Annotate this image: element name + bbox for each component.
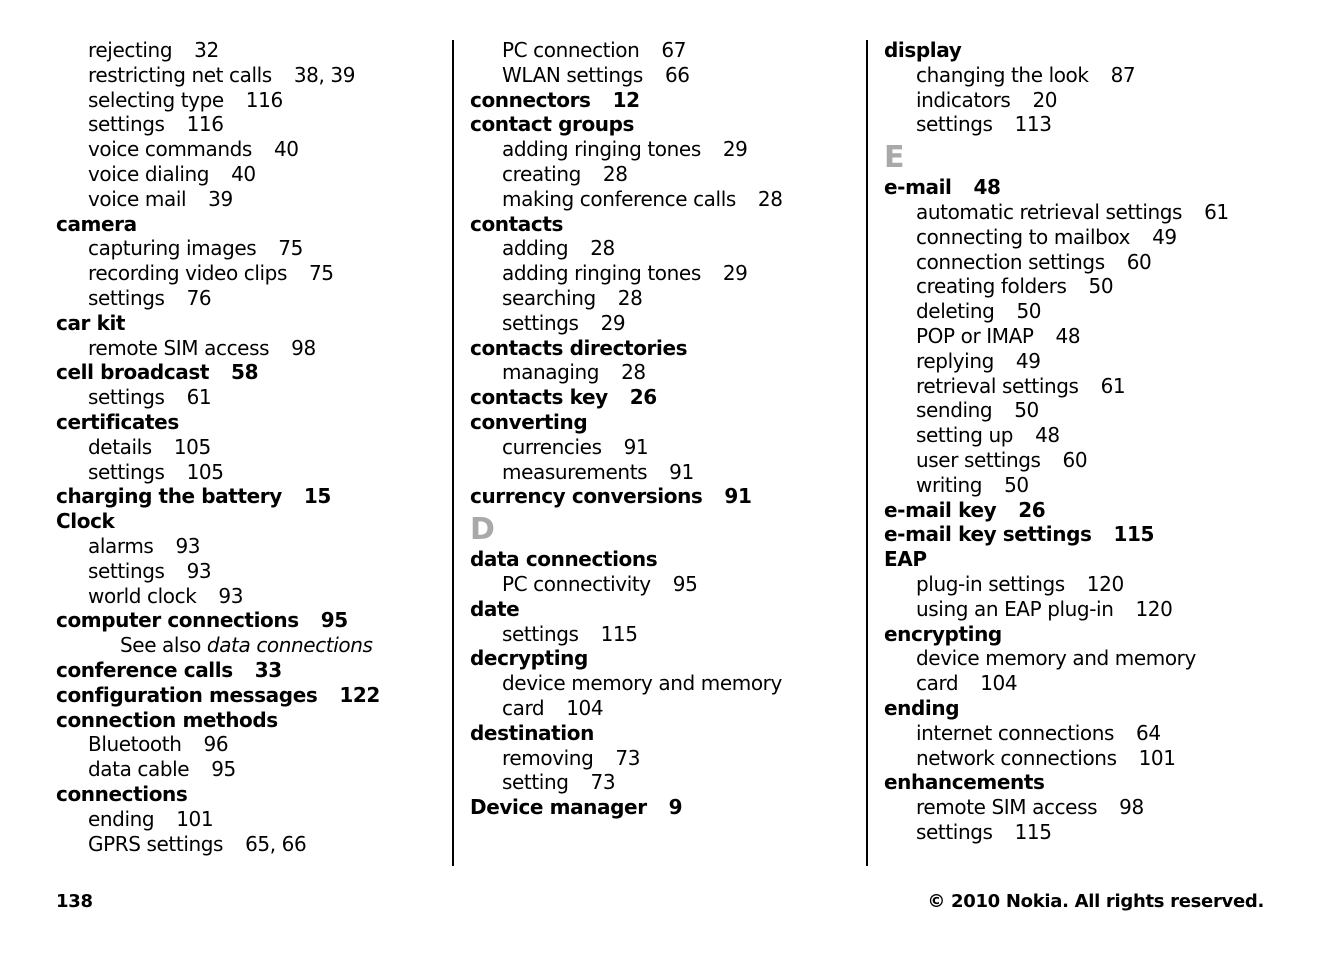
index-entry: [884, 498, 1314, 523]
page-reference: 60: [1062, 447, 1088, 472]
page-reference: 67: [661, 38, 687, 62]
index-subentry: [470, 311, 860, 336]
entry-term: connectors: [470, 87, 591, 112]
entry-term: world clock: [88, 583, 197, 608]
page-reference: 28: [602, 161, 628, 186]
page-reference: 61: [1204, 199, 1229, 224]
page-reference: 105: [186, 459, 224, 484]
index-subentry: [56, 112, 446, 137]
entry-term: device memory and memory: [916, 646, 1196, 671]
page-reference: 9: [668, 795, 683, 820]
index-subentry: [470, 38, 860, 63]
page-reference: 50: [1016, 299, 1042, 324]
index-subentry: [56, 807, 446, 832]
entry-term: data cable: [88, 757, 190, 782]
entry-term: PC connection: [502, 38, 640, 62]
entry-term: settings: [916, 112, 993, 137]
index-entry: [884, 38, 1314, 63]
page-reference: 91: [724, 484, 752, 509]
index-subentry: [884, 671, 1314, 696]
entry-term: currencies: [502, 434, 602, 459]
page-reference: 40: [273, 137, 299, 162]
page-reference: 38, 39: [293, 62, 356, 87]
entry-term: destination: [470, 720, 594, 745]
entry-term: remote SIM access: [916, 795, 1098, 820]
page-reference: 75: [308, 261, 334, 286]
index-subentry: [884, 63, 1314, 88]
index-entry: [470, 336, 860, 361]
index-subentry: [884, 746, 1314, 771]
entry-term: card: [916, 671, 959, 696]
entry-term: creating: [502, 161, 581, 186]
index-entry: [470, 410, 860, 435]
index-subentry: [884, 423, 1314, 448]
page-reference: 115: [1113, 522, 1155, 547]
index-entry: [470, 646, 860, 671]
page-reference: 61: [186, 385, 212, 410]
entry-term: setting up: [916, 423, 1014, 448]
index-subentry: [884, 349, 1314, 374]
column-divider: [866, 40, 868, 866]
page-reference: 76: [186, 285, 212, 310]
index-subentry: [884, 200, 1314, 225]
entry-term: enhancements: [884, 770, 1045, 795]
page-reference: 60: [1126, 249, 1152, 274]
entry-term: Device manager: [470, 795, 647, 820]
index-entry: [56, 311, 446, 336]
section-letter: E: [884, 140, 905, 176]
entry-term: Bluetooth: [88, 732, 182, 757]
page-reference: 65, 66: [245, 831, 307, 856]
index-subentry: [884, 646, 1314, 671]
entry-term: rejecting: [88, 38, 173, 62]
page-reference: 91: [623, 434, 649, 459]
entry-term: deleting: [916, 299, 995, 324]
index-subentry: [470, 435, 860, 460]
page-reference: 95: [320, 608, 348, 633]
index-subentry: [884, 112, 1314, 137]
page-reference: 66: [664, 62, 690, 87]
entry-term: settings: [502, 621, 579, 646]
entry-term: card: [502, 695, 545, 720]
page-reference: 115: [1014, 819, 1052, 844]
entry-term: Clock: [56, 509, 115, 534]
entry-term: removing: [502, 745, 594, 770]
index-entry: [56, 782, 446, 807]
entry-term: setting: [502, 770, 569, 795]
index-subentry: [56, 236, 446, 261]
page-reference: 93: [186, 558, 212, 583]
entry-term: e-mail key settings: [884, 522, 1092, 547]
page-reference: 95: [211, 757, 236, 782]
entry-term: plug-in settings: [916, 571, 1065, 596]
entry-term: configuration messages: [56, 682, 318, 707]
index-subentry: [884, 274, 1314, 299]
page-reference: 50: [1088, 274, 1114, 299]
index-subentry: [56, 584, 446, 609]
entry-term: automatic retrieval settings: [916, 199, 1183, 224]
index-entry: [56, 360, 446, 385]
index-entry: [56, 708, 446, 733]
entry-term: charging the battery: [56, 484, 282, 509]
index-entry: [56, 410, 446, 435]
page-reference: 116: [245, 87, 283, 112]
entry-term: making conference calls: [502, 186, 736, 211]
entry-term: settings: [88, 385, 165, 410]
entry-term: settings: [88, 285, 165, 310]
page-reference: 50: [1004, 472, 1029, 497]
page-reference: 120: [1135, 596, 1173, 621]
entry-term: using an EAP plug-in: [916, 596, 1114, 621]
index-entry: [470, 88, 860, 113]
page-reference: 48: [973, 175, 1001, 200]
page-reference: 115: [600, 621, 638, 646]
index-subentry: [56, 286, 446, 311]
index-subentry: [470, 770, 860, 795]
page-reference: 48: [1055, 323, 1081, 348]
page-reference: 91: [669, 459, 694, 484]
page-reference: 120: [1086, 571, 1124, 596]
entry-term: measurements: [502, 459, 648, 484]
index-subentry: [470, 137, 860, 162]
entry-term: capturing images: [88, 236, 257, 261]
page-reference: 29: [600, 310, 626, 335]
entry-term: EAP: [884, 547, 927, 572]
entry-term: voice commands: [88, 137, 252, 162]
entry-term: contact groups: [470, 112, 635, 137]
entry-term: adding: [502, 236, 569, 261]
index-entry: [884, 175, 1314, 200]
index-subentry: [470, 261, 860, 286]
index-subentry: [56, 832, 446, 857]
entry-term: connection methods: [56, 707, 278, 732]
index-subentry: [56, 187, 446, 212]
entry-term: searching: [502, 285, 596, 310]
page-reference: 48: [1035, 423, 1060, 448]
section-letter: D: [470, 512, 495, 548]
entry-term: data connections: [470, 547, 658, 572]
index-subentry: [470, 286, 860, 311]
index-subentry: [884, 225, 1314, 250]
index-subentry: [884, 572, 1314, 597]
entry-term: contacts: [470, 211, 564, 236]
page-reference: 49: [1015, 348, 1041, 373]
index-subentry: [884, 250, 1314, 275]
entry-term: e-mail key: [884, 497, 997, 522]
page-reference: 105: [173, 434, 211, 459]
page-reference: 113: [1014, 112, 1052, 137]
entry-term: adding ringing tones: [502, 261, 701, 286]
entry-term: settings: [88, 558, 165, 583]
index-entry: [470, 597, 860, 622]
index-entry: [56, 658, 446, 683]
page-reference: 93: [218, 583, 244, 608]
page-reference: 49: [1152, 224, 1177, 249]
page-reference: 39: [208, 186, 233, 211]
index-entry: [470, 795, 860, 820]
entry-term: adding ringing tones: [502, 137, 701, 162]
entry-term: computer connections: [56, 608, 299, 633]
entry-term: recording video clips: [88, 261, 287, 286]
entry-term: connection settings: [916, 249, 1105, 274]
index-subentry: [470, 671, 860, 696]
index-entry: [470, 721, 860, 746]
index-entry: [884, 522, 1314, 547]
entry-term: remote SIM access: [88, 335, 270, 360]
index-subentry: [470, 236, 860, 261]
entry-term: date: [470, 596, 520, 621]
entry-term: connections: [56, 781, 188, 806]
entry-term: connecting to mailbox: [916, 224, 1131, 249]
index-entry: [470, 385, 860, 410]
index-subentry: [884, 398, 1314, 423]
page-reference: 101: [1138, 745, 1176, 770]
index-subentry: [884, 721, 1314, 746]
index-subentry: [470, 187, 860, 212]
index-subentry: [56, 534, 446, 559]
page-reference: 26: [629, 385, 657, 410]
index-entry: [470, 112, 860, 137]
index-subentry: [470, 746, 860, 771]
index-entry: [56, 608, 446, 633]
page-reference: 58: [231, 360, 259, 385]
index-subentry: [470, 360, 860, 385]
page-reference: 40: [231, 161, 256, 186]
entry-term: GPRS settings: [88, 831, 224, 856]
page-reference: 96: [203, 732, 229, 757]
page-reference: 32: [194, 38, 219, 62]
entry-term: replying: [916, 348, 994, 373]
index-subentry: [56, 162, 446, 187]
index-subentry: [884, 795, 1314, 820]
entry-term: currency conversions: [470, 484, 703, 509]
entry-term: encrypting: [884, 621, 1002, 646]
entry-term: converting: [470, 409, 588, 434]
entry-term: internet connections: [916, 720, 1115, 745]
entry-term: settings: [502, 310, 579, 335]
index-subentry: [884, 324, 1314, 349]
entry-term: voice mail: [88, 186, 187, 211]
entry-term: creating folders: [916, 274, 1067, 299]
entry-term: POP or IMAP: [916, 323, 1034, 348]
index-entry: [470, 484, 860, 509]
page-reference: 29: [722, 137, 748, 162]
entry-term: certificates: [56, 409, 179, 434]
entry-term: e-mail: [884, 175, 952, 200]
page-reference: 15: [303, 484, 331, 509]
entry-term: See also: [120, 633, 201, 658]
index-subentry: [884, 448, 1314, 473]
index-subentry: [470, 162, 860, 187]
page-reference: 73: [615, 745, 641, 770]
page-reference: 104: [980, 671, 1018, 696]
entry-term: WLAN settings: [502, 62, 643, 87]
entry-term: decrypting: [470, 646, 588, 671]
entry-term: contacts key: [470, 385, 608, 410]
entry-term: indicators: [916, 87, 1011, 112]
index-subentry: [884, 374, 1314, 399]
page-reference: 104: [566, 695, 604, 720]
entry-term: writing: [916, 472, 983, 497]
page-reference: 116: [186, 112, 224, 137]
see-also-target: data connections: [206, 633, 373, 658]
page-reference: 29: [722, 261, 748, 286]
page-reference: 101: [176, 806, 214, 831]
page-reference: 73: [590, 770, 616, 795]
index-subentry: [56, 559, 446, 584]
page-reference: 26: [1018, 497, 1046, 522]
entry-term: user settings: [916, 447, 1041, 472]
entry-term: retrieval settings: [916, 373, 1079, 398]
entry-term: voice dialing: [88, 161, 210, 186]
entry-term: sending: [916, 398, 993, 423]
copyright-notice: © 2010 Nokia. All rights reserved.: [927, 891, 1264, 912]
index-subentry: [56, 757, 446, 782]
index-subentry: [56, 88, 446, 113]
index-subentry: [56, 385, 446, 410]
page-reference: 28: [590, 236, 615, 261]
entry-term: settings: [88, 459, 165, 484]
page-reference: 98: [1119, 795, 1144, 820]
entry-term: ending: [884, 695, 960, 720]
entry-term: details: [88, 434, 152, 459]
page-reference: 28: [621, 360, 646, 385]
index-subentry: [56, 137, 446, 162]
page-number: 138: [56, 891, 93, 912]
page-reference: 28: [757, 186, 783, 211]
page-reference: 33: [254, 657, 282, 682]
entry-term: cell broadcast: [56, 360, 210, 385]
column-divider: [452, 40, 454, 866]
entry-term: contacts directories: [470, 335, 688, 360]
entry-term: ending: [88, 806, 155, 831]
entry-term: selecting type: [88, 87, 224, 112]
index-subentry: [470, 696, 860, 721]
page-reference: 12: [612, 87, 640, 112]
entry-term: alarms: [88, 533, 154, 558]
index-subentry: [56, 460, 446, 485]
index-subentry: [56, 435, 446, 460]
index-subentry: [470, 622, 860, 647]
index-column-1: [56, 38, 446, 856]
index-subentry: [884, 473, 1314, 498]
entry-term: restricting net calls: [88, 62, 272, 87]
see-also-reference: [56, 633, 446, 658]
index-column-2: [470, 38, 860, 820]
index-column-3: [884, 38, 1314, 845]
entry-term: conference calls: [56, 657, 233, 682]
index-subentry: [56, 732, 446, 757]
index-entry: [56, 484, 446, 509]
page-reference: 50: [1014, 398, 1039, 423]
index-subentry: [470, 460, 860, 485]
entry-term: managing: [502, 360, 600, 385]
entry-term: camera: [56, 211, 137, 236]
index-subentry: [56, 261, 446, 286]
entry-term: device memory and memory: [502, 671, 782, 696]
entry-term: changing the look: [916, 62, 1089, 87]
entry-term: display: [884, 38, 962, 62]
index-subentry: [884, 820, 1314, 845]
index-entry: [56, 683, 446, 708]
page-reference: 61: [1100, 373, 1126, 398]
index-subentry: [56, 38, 446, 63]
page-reference: 20: [1032, 87, 1058, 112]
page-reference: 95: [672, 571, 698, 596]
index-entry: [56, 212, 446, 237]
entry-term: settings: [916, 819, 993, 844]
page-reference: 64: [1136, 720, 1161, 745]
index-entry: [56, 509, 446, 534]
page-reference: 28: [617, 285, 643, 310]
page-reference: 93: [175, 533, 201, 558]
page-reference: 122: [339, 682, 380, 707]
entry-term: network connections: [916, 745, 1117, 770]
index-entry: [470, 212, 860, 237]
entry-term: PC connectivity: [502, 571, 651, 596]
index-entry: [470, 547, 860, 572]
index-entry: [884, 622, 1314, 647]
index-subentry: [470, 63, 860, 88]
index-subentry: [470, 572, 860, 597]
index-subentry: [56, 63, 446, 88]
index-entry: [884, 770, 1314, 795]
index-subentry: [56, 336, 446, 361]
page-reference: 98: [291, 335, 316, 360]
index-subentry: [884, 299, 1314, 324]
entry-term: car kit: [56, 310, 126, 335]
index-entry: [884, 547, 1314, 572]
index-subentry: [884, 597, 1314, 622]
page-reference: 87: [1110, 62, 1136, 87]
page-reference: 75: [278, 236, 303, 261]
index-subentry: [884, 88, 1314, 113]
entry-term: settings: [88, 112, 165, 137]
index-entry: [884, 696, 1314, 721]
